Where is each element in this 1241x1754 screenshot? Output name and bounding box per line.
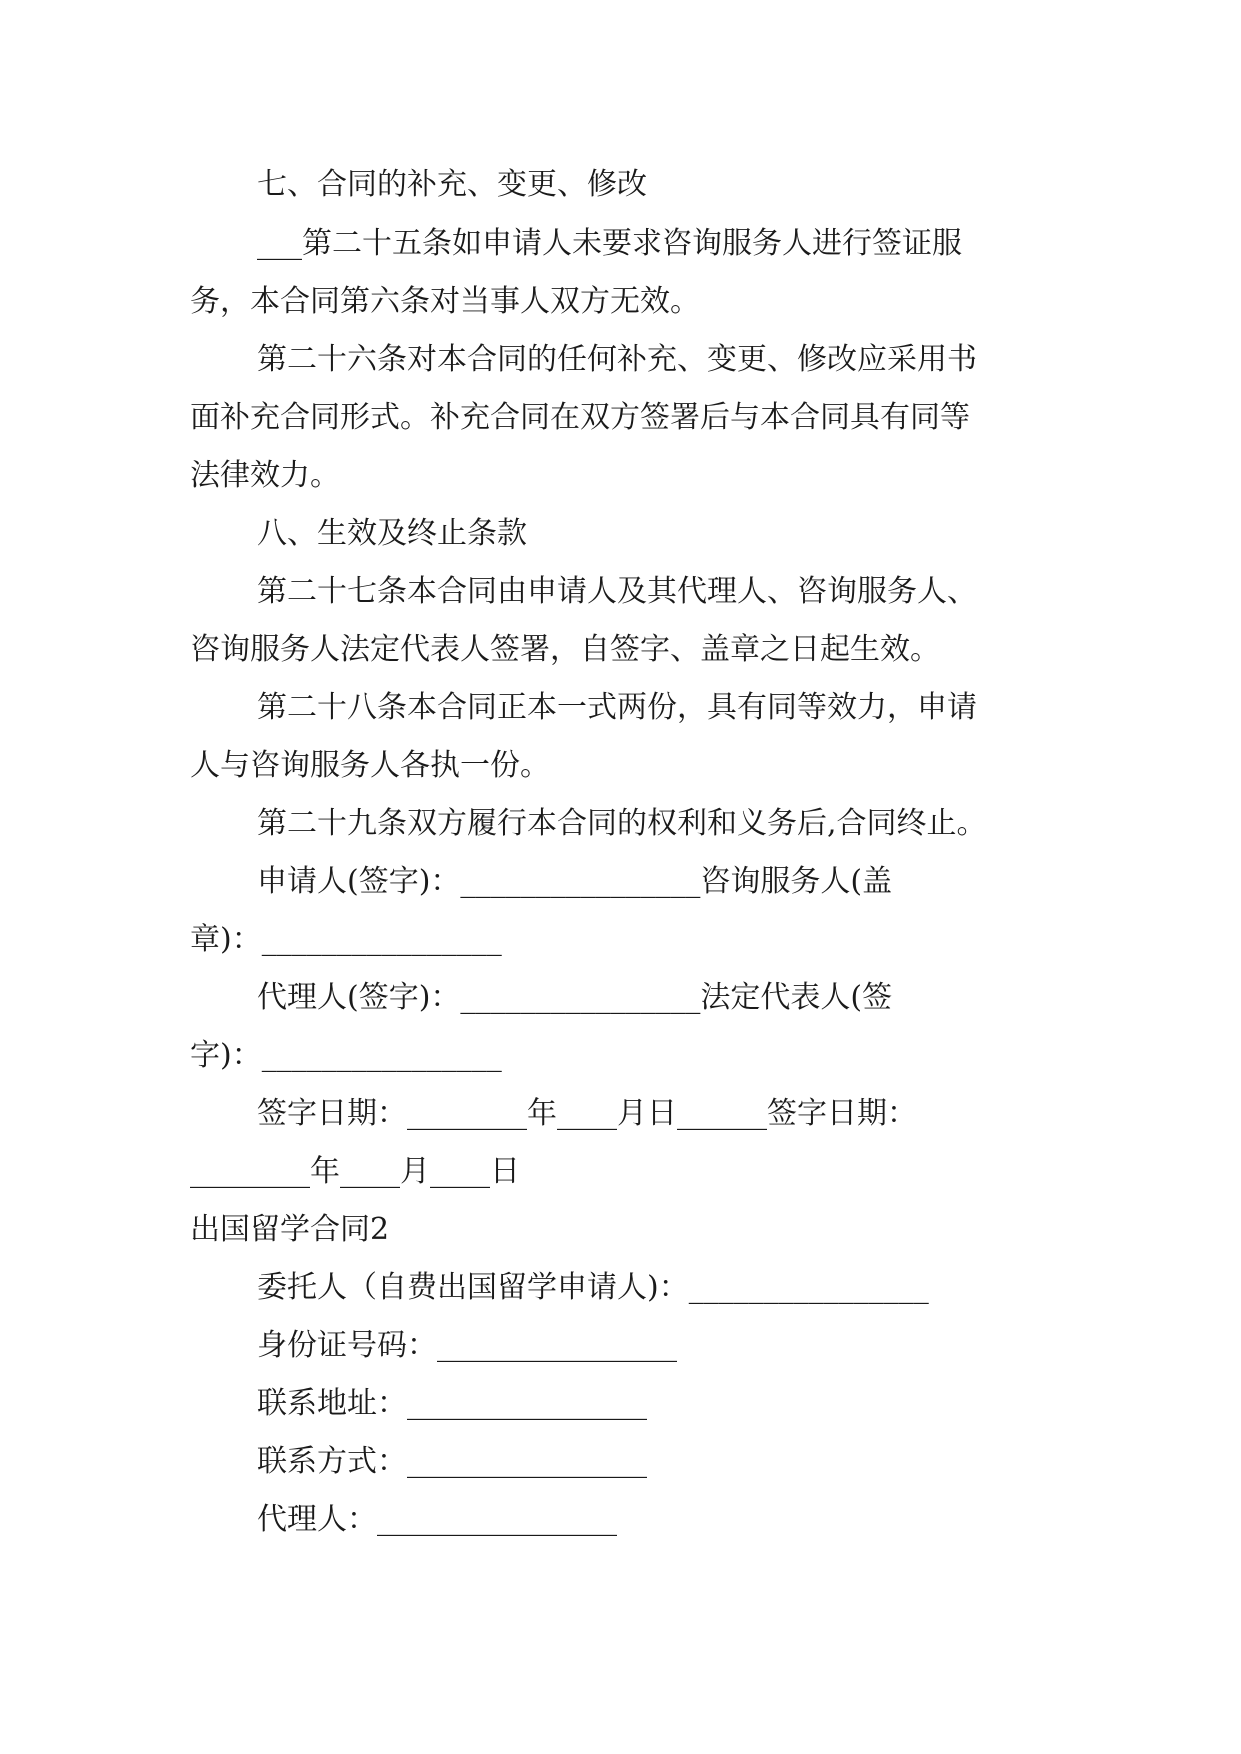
paragraph-line: 第二十九条双方履行本合同的权利和义务后,合同终止。	[257, 806, 987, 841]
form-field-line: 联系方式：________________	[257, 1444, 647, 1479]
paragraph-line: 咨询服务人法定代表人签署，自签字、盖章之日起生效。	[190, 632, 940, 667]
paragraph-line: 面补充合同形式。补充合同在双方签署后与本合同具有同等	[190, 400, 970, 435]
signature-line: 字)：________________	[190, 1038, 502, 1073]
signature-line: 代理人(签字)：________________法定代表人(签	[257, 980, 893, 1015]
paragraph-line: 第二十八条本合同正本一式两份，具有同等效力，申请	[257, 690, 977, 725]
paragraph-line: 第二十六条对本合同的任何补充、变更、修改应采用书	[257, 342, 977, 377]
form-field-line: 联系地址：________________	[257, 1386, 647, 1421]
paragraph-line: 务，本合同第六条对当事人双方无效。	[190, 284, 700, 319]
form-field-line: 身份证号码：________________	[257, 1328, 677, 1363]
signature-line: 章)：________________	[190, 922, 502, 957]
paragraph-line: 人与咨询服务人各执一份。	[190, 748, 550, 783]
signature-line: 申请人(签字)：________________咨询服务人(盖	[257, 864, 893, 899]
paragraph-line: ___第二十五条如申请人未要求咨询服务人进行签证服	[257, 226, 962, 261]
form-field-line: 委托人（自费出国留学申请人)：________________	[257, 1270, 929, 1305]
contract-title: 出国留学合同2	[190, 1212, 390, 1247]
form-field-line: 代理人：________________	[257, 1502, 617, 1537]
paragraph-line: 第二十七条本合同由申请人及其代理人、咨询服务人、	[257, 574, 977, 609]
section-heading-7: 七、合同的补充、变更、修改	[257, 167, 647, 202]
date-line: 签字日期：________年____月日______签字日期：	[257, 1096, 917, 1131]
section-heading-8: 八、生效及终止条款	[257, 516, 527, 551]
date-line: ________年____月____日	[190, 1154, 520, 1189]
paragraph-line: 法律效力。	[190, 458, 340, 493]
